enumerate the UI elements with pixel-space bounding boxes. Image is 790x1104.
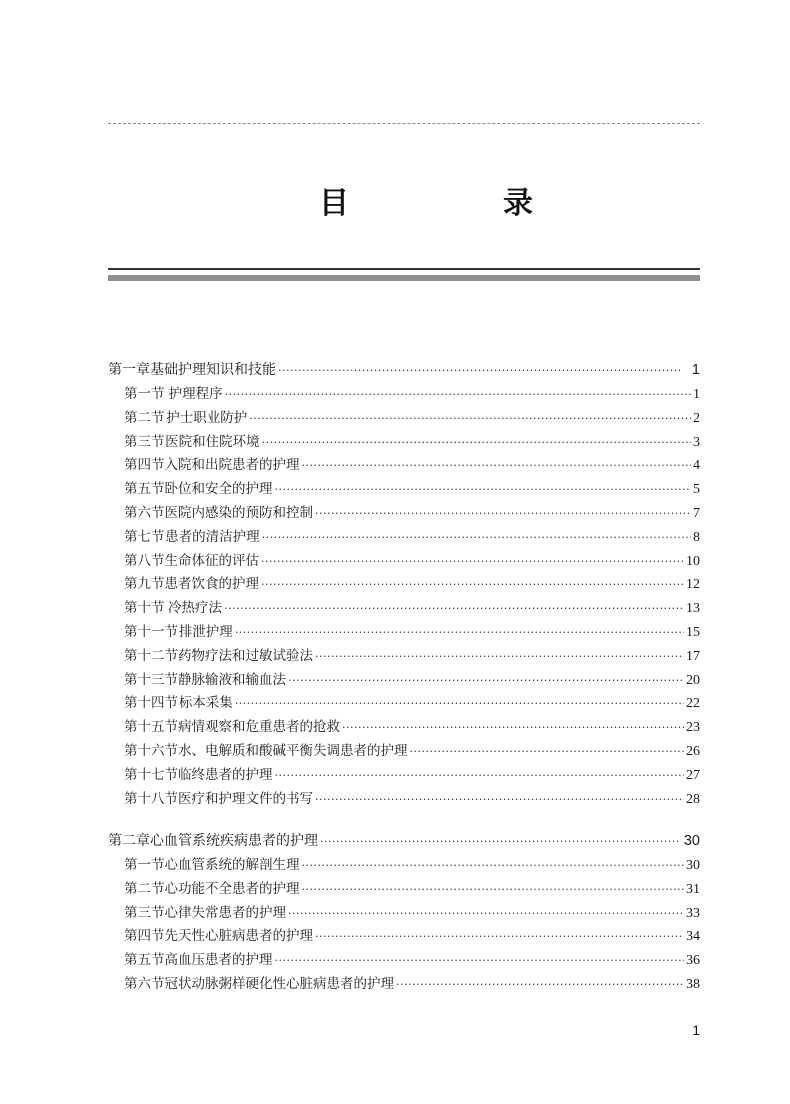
dot-leader (235, 692, 684, 716)
chapter-page: 30 (683, 833, 700, 849)
section-number: 第十三节 (124, 671, 178, 688)
section-title: 医院和住院环境 (165, 433, 260, 450)
section-title: 心律失常患者的护理 (164, 904, 286, 921)
page-number: 1 (692, 1022, 700, 1038)
section-number: 第六节 (124, 505, 165, 521)
section-number: 第五节 (124, 481, 165, 498)
section-title: 心血管系统的解剖生理 (164, 857, 300, 873)
toc-section-entry[interactable] (124, 430, 700, 454)
section-page: 30 (686, 858, 700, 873)
dot-leader (235, 621, 684, 645)
section-title: 生命体征的评估 (164, 552, 259, 569)
section-number: 第十二节 (124, 647, 178, 664)
section-page: 5 (693, 482, 700, 498)
section-number: 第六节 (124, 976, 165, 992)
section-title: 医院内感染的预防和控制 (164, 505, 313, 521)
section-number: 第十七节 (124, 766, 178, 783)
toc-section-entry[interactable] (124, 763, 700, 787)
section-page: 12 (686, 577, 700, 593)
section-page: 1 (693, 387, 700, 402)
section-title: 病情观察和危重患者的抢救 (178, 719, 340, 736)
section-page: 8 (693, 529, 700, 545)
section-page: 28 (686, 791, 700, 807)
dot-leader (278, 359, 680, 383)
section-page: 33 (686, 905, 700, 921)
section-page: 3 (693, 434, 700, 450)
section-title: 冷热疗法 (168, 600, 223, 617)
section-page: 23 (686, 720, 700, 736)
section-title: 入院和出院患者的护理 (164, 457, 300, 474)
section-page: 34 (686, 929, 700, 945)
section-page: 22 (686, 696, 700, 712)
section-number: 第十一节 (124, 624, 178, 640)
section-title: 药物疗法和过敏试验法 (178, 647, 313, 664)
dot-leader (275, 478, 692, 502)
toc-section-entry[interactable] (124, 477, 700, 501)
toc-chapter-entry[interactable] (108, 829, 700, 853)
chapter-page: 1 (691, 362, 700, 378)
toc-section-entry[interactable] (124, 787, 700, 811)
section-page: 26 (686, 744, 700, 759)
toc-chapter-entry[interactable] (108, 358, 700, 382)
section-title: 冠状动脉粥样硬化性心脏病患者的护理 (164, 976, 394, 992)
toc-section-entry[interactable] (124, 715, 700, 739)
section-page: 20 (686, 672, 700, 688)
section-title: 医疗和护理文件的书写 (178, 790, 313, 807)
section-number: 第八节 (124, 552, 165, 569)
section-title: 临终患者的护理 (178, 766, 273, 783)
toc-section-entry[interactable] (124, 877, 700, 901)
section-page: 13 (686, 601, 700, 617)
section-title: 水、电解质和酸碱平衡失调患者的护理 (178, 743, 408, 759)
section-title: 先天性心脏病患者的护理 (164, 928, 313, 945)
section-page: 31 (686, 881, 700, 897)
section-page: 7 (693, 506, 700, 521)
toc-section-entry[interactable] (124, 853, 700, 877)
toc-section-entry[interactable] (124, 739, 700, 763)
chapter-number: 第二章 (108, 833, 150, 849)
dot-leader (302, 454, 692, 478)
toc-section-entry[interactable] (124, 382, 700, 406)
title-rule-thick (108, 275, 700, 281)
dot-leader (315, 502, 691, 526)
toc-section-entry[interactable] (124, 644, 700, 668)
section-number: 第一节 (124, 857, 165, 873)
section-page: 27 (686, 767, 700, 783)
section-number: 第十五节 (124, 719, 178, 736)
chapter-number: 第一章 (108, 362, 150, 378)
dot-leader (342, 716, 684, 740)
section-title: 护理程序 (168, 386, 223, 402)
dot-leader (315, 925, 684, 949)
section-page: 15 (686, 625, 700, 640)
section-number: 第三节 (124, 433, 165, 450)
toc-section-entry[interactable] (124, 549, 700, 573)
toc-section-entry[interactable] (124, 924, 700, 948)
dot-leader (320, 830, 680, 854)
dot-leader (410, 740, 685, 764)
toc-section-entry[interactable] (124, 406, 700, 430)
header-dashed-rule (108, 123, 700, 124)
dot-leader (262, 526, 691, 550)
toc-section-entry[interactable] (124, 901, 700, 925)
section-title: 心功能不全患者的护理 (164, 880, 300, 897)
toc-section-entry[interactable] (124, 501, 700, 525)
section-number: 第十四节 (124, 695, 178, 712)
section-number: 第十八节 (124, 790, 178, 807)
title-rule-thin (108, 268, 700, 270)
section-page: 36 (686, 953, 700, 969)
toc-section-entry[interactable] (124, 948, 700, 972)
section-number: 第十六节 (124, 743, 178, 759)
dot-leader (302, 854, 685, 878)
toc-section-entry[interactable] (124, 691, 700, 715)
section-number: 第二节 (124, 409, 165, 426)
toc-section-entry[interactable] (124, 572, 700, 596)
section-title: 卧位和安全的护理 (164, 481, 273, 498)
dot-leader (261, 550, 684, 574)
page-title: 目 录 (319, 186, 595, 221)
dot-leader (288, 902, 684, 926)
section-page: 4 (693, 458, 700, 474)
section-page: 38 (686, 977, 700, 992)
chapter-title: 心血管系统疾病患者的护理 (150, 833, 318, 849)
dot-leader (302, 878, 685, 902)
section-number: 第四节 (124, 928, 165, 945)
dot-leader (261, 573, 684, 597)
toc-section-entry[interactable] (124, 596, 700, 620)
dot-leader (249, 407, 691, 431)
toc-section-entry[interactable] (124, 453, 700, 477)
dot-leader (275, 764, 685, 788)
dot-leader (225, 383, 691, 407)
toc-section-entry[interactable] (124, 525, 700, 549)
dot-leader (275, 949, 685, 973)
dot-leader (288, 669, 684, 693)
toc-section-entry[interactable] (124, 620, 700, 644)
dot-leader (396, 973, 684, 997)
section-title: 高血压患者的护理 (164, 952, 273, 969)
section-number: 第二节 (124, 880, 165, 897)
section-number: 第一节 (124, 386, 165, 402)
section-page: 10 (686, 553, 700, 569)
dot-leader (315, 788, 684, 812)
toc-section-entry[interactable] (124, 668, 700, 692)
section-page: 2 (693, 410, 700, 426)
section-number: 第五节 (124, 952, 165, 969)
dot-leader (262, 431, 691, 455)
section-title: 排泄护理 (178, 624, 233, 640)
section-number: 第四节 (124, 457, 165, 474)
section-number: 第三节 (124, 904, 165, 921)
section-title: 标本采集 (178, 695, 233, 712)
chapter-title: 基础护理知识和技能 (150, 362, 276, 378)
section-title: 护士职业防护 (166, 409, 248, 426)
section-title: 静脉输液和输血法 (178, 671, 286, 688)
section-page: 17 (686, 648, 700, 664)
section-title: 患者的清洁护理 (165, 528, 260, 545)
dot-leader (315, 645, 684, 669)
toc-section-entry[interactable] (124, 972, 700, 996)
section-number: 第九节 (124, 576, 165, 593)
section-title: 患者饮食的护理 (164, 576, 259, 593)
dot-leader (224, 597, 684, 621)
section-number: 第十节 (124, 600, 165, 617)
section-number: 第七节 (124, 528, 165, 545)
